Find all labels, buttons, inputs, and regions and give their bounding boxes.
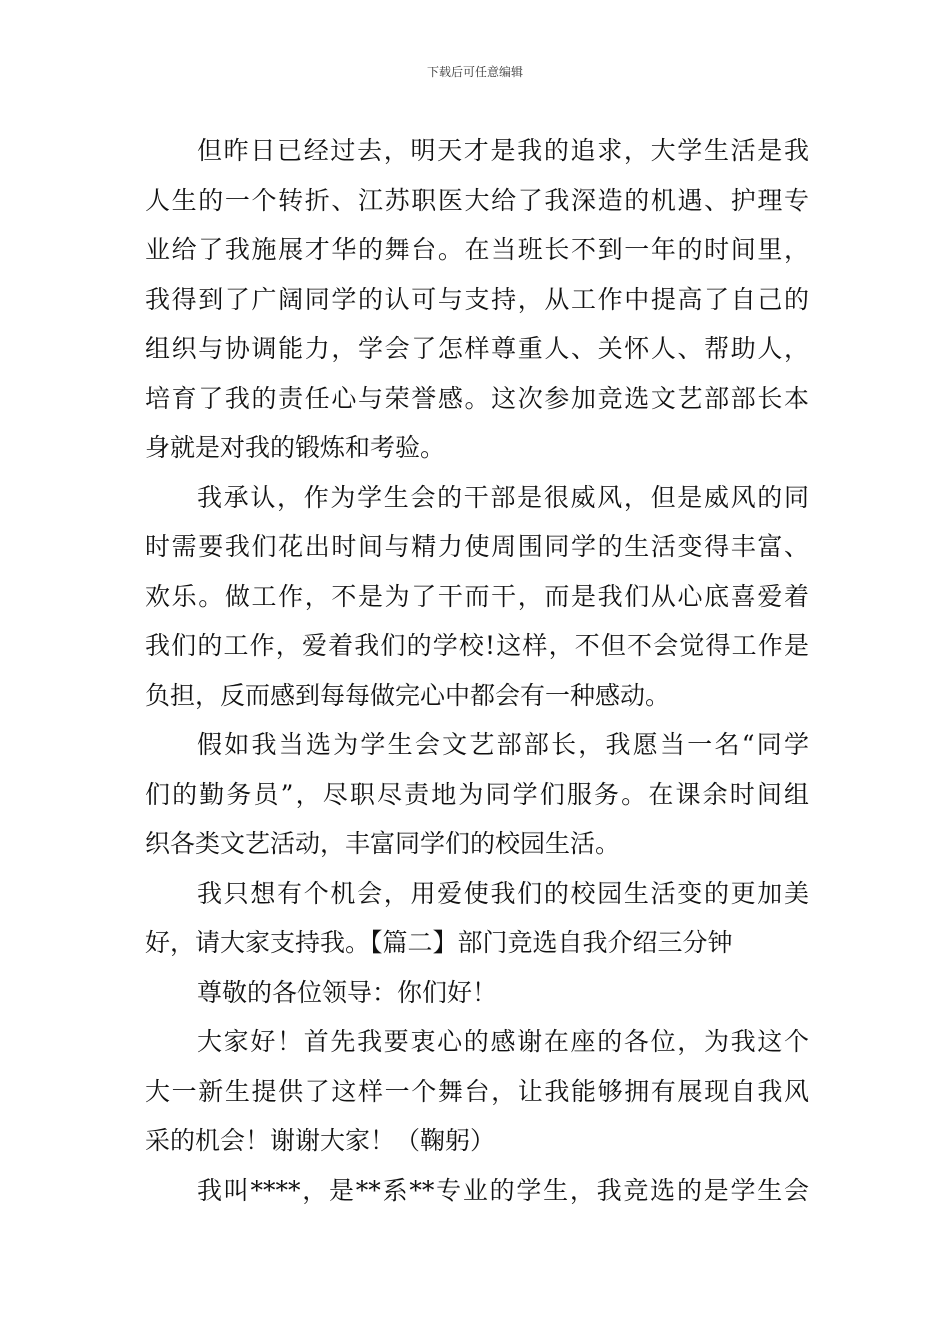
text-line: 我只想有个机会，用爱使我们的校园生活变的更加美 [197, 878, 809, 908]
text-line: 大一新生提供了这样一个舞台，让我能够拥有展现自我风 [145, 1076, 809, 1106]
text-line: 但昨日已经过去，明天才是我的追求，大学生活是我 [197, 136, 809, 165]
text-line: 业给了我施展才华的舞台。在当班长不到一年的时间里， [145, 235, 809, 264]
text-line: 身就是对我的锻炼和考验。 [145, 433, 446, 462]
text-line: 采的机会！谢谢大家！（鞠躬） [145, 1126, 496, 1155]
text-line: 负担，反而感到每每做完心中都会有一种感动。 [145, 680, 671, 710]
text-line: 我们的工作，爱着我们的学校!这样，不但不会觉得工作是 [145, 631, 809, 660]
text-line: 人生的一个转折、江苏职医大给了我深造的机遇、护理专 [145, 185, 809, 215]
text-line: 好，请大家支持我。【篇二】部门竞选自我介绍三分钟 [145, 928, 733, 957]
text-line: 织各类文艺活动，丰富同学们的校园生活。 [145, 829, 621, 858]
text-line: 时需要我们花出时间与精力使周围同学的生活变得丰富、 [145, 532, 809, 561]
text-line: 培育了我的责任心与荣誉感。这次参加竞选文艺部部长本 [145, 383, 809, 413]
text-line: 我承认，作为学生会的干部是很威风，但是威风的同 [197, 482, 809, 512]
page-header-note: 下载后可任意编辑 [426, 65, 523, 79]
text-line: 欢乐。做工作，不是为了干而干，而是我们从心底喜爱着 [145, 581, 809, 611]
text-line: 尊敬的各位领导：你们好！ [197, 977, 498, 1007]
text-line: 我得到了广阔同学的认可与支持，从工作中提高了自己的 [145, 284, 809, 314]
text-line: 们的勤务员”，尽职尽责地为同学们服务。在课余时间组 [145, 779, 809, 809]
text-line: 假如我当选为学生会文艺部部长，我愿当一名“同学 [197, 730, 809, 759]
text-line: 我叫****，是**系**专业的学生，我竞选的是学生会 [197, 1175, 809, 1205]
text-line: 组织与协调能力，学会了怎样尊重人、关怀人、帮助人， [145, 334, 809, 363]
text-line: 大家好！首先我要衷心的感谢在座的各位，为我这个 [197, 1027, 809, 1056]
document-body [145, 126, 809, 1215]
